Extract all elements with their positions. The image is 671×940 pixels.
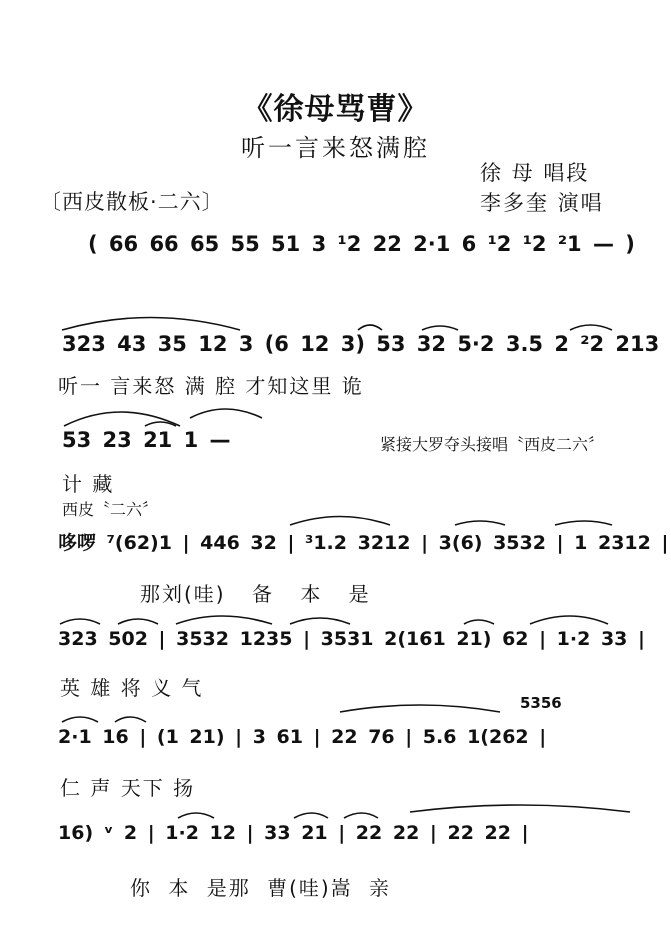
notation-line-6: 2·1 16 | (1 21) | 3 61 | 22 76 | 5.6 1(262 | (58, 726, 547, 748)
mode-label: 〔西皮散板·二六〕 (40, 190, 224, 214)
lyrics-line-2: 听一 言来怒 满 腔 才知这里 诡 (58, 374, 364, 398)
slur (294, 813, 328, 818)
lyrics-line-3: 计 藏 (62, 472, 115, 496)
slur (115, 717, 146, 722)
slur (422, 326, 458, 330)
slur (455, 521, 505, 525)
performance-note: 紧接大罗夺头接唱〝西皮二六〞 (380, 435, 605, 454)
slur (190, 409, 262, 418)
notation-line-2: 323 43 35 12 3 (6 12 3) 53 32 5·2 3.5 2 ²2 213 (62, 332, 660, 356)
lyrics-line-6: 仁 声 天下 扬 (60, 776, 196, 800)
slur (358, 325, 382, 330)
slur (64, 412, 180, 426)
lyrics-line-4: 那刘(哇) 备 本 是 (140, 582, 371, 606)
slur (118, 619, 158, 624)
slur (340, 705, 500, 712)
slur (176, 616, 272, 624)
section-label: 西皮〝二六〞 (62, 500, 159, 519)
slur (62, 717, 98, 722)
slur (290, 618, 350, 624)
lyrics-line-7: 你 本 是那 曹(哇)嵩 亲 (130, 876, 392, 900)
slur (464, 620, 494, 624)
slur (290, 517, 390, 526)
score-subtitle: 听一言来怒满腔 (241, 134, 430, 162)
slur (178, 813, 214, 818)
slur (62, 318, 240, 331)
notation-line-7: 16) ᵛ 2 | 1·2 12 | 33 21 | 22 22 | 22 22 | (58, 822, 529, 844)
slur (570, 325, 612, 330)
notation-line-1: ( 66 66 65 55 51 3 ¹2 22 2·1 6 ¹2 ¹2 ²1 — ) (88, 232, 635, 256)
notation-line-4: 哆啰 ⁷(62)1 | 446 32 | ³1.2 3212 | 3(6) 3532 | 1 2312 | (58, 532, 669, 554)
slur (530, 616, 608, 624)
slur (60, 619, 100, 624)
ornament-notes: 5356 (520, 694, 562, 712)
notation-line-3: 53 23 21 1 — (62, 428, 231, 452)
credit-singer: 李多奎 演唱 (480, 191, 604, 215)
credit-role: 徐 母 唱段 (480, 161, 590, 185)
slur (410, 805, 630, 812)
lyrics-line-5: 英 雄 将 义 气 (60, 676, 204, 700)
slur (344, 813, 378, 818)
score-title: 《徐母骂曹》 (242, 92, 429, 127)
notation-line-5: 323 502 | 3532 1235 | 3531 2(161 21) 62 | 1·2 33 | (58, 628, 645, 650)
slur (555, 521, 612, 525)
